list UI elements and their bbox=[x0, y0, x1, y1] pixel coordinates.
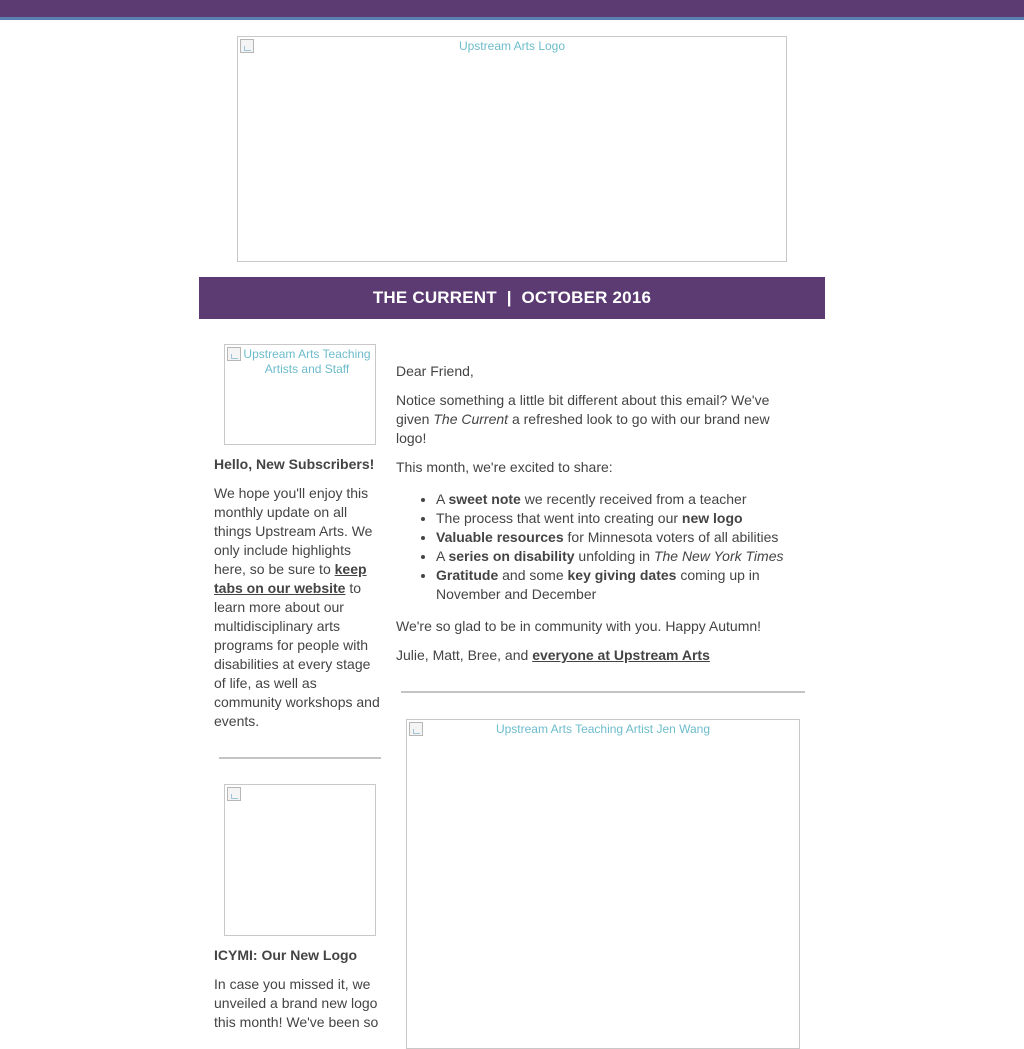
greeting: Dear Friend, bbox=[396, 363, 474, 379]
logo-image[interactable] bbox=[237, 36, 787, 262]
list-item: • Valuable resources for Minnesota voters of all abilities bbox=[436, 528, 796, 547]
highlights-list bbox=[396, 490, 796, 604]
broken-image-icon bbox=[227, 347, 241, 361]
list-item: • A sweet note we recently received from a teacher bbox=[436, 490, 796, 509]
broken-image-icon bbox=[409, 722, 423, 736]
top-accent-line bbox=[0, 17, 1024, 20]
welcome-heading: Hello, New Subscribers! bbox=[214, 456, 375, 472]
icymi-heading: ICYMI: Our New Logo bbox=[214, 947, 358, 963]
intro-text: a refreshed look to go with our brand new logo! bbox=[396, 411, 770, 446]
list-item: • A series on disability unfolding in The New York Times bbox=[436, 547, 796, 566]
sidebar-divider bbox=[219, 757, 381, 759]
banner-title: THE CURRENT | OCTOBER 2016 bbox=[372, 288, 652, 307]
staff-photo-alt-text: Upstream Arts Teaching Artists and Staff bbox=[243, 347, 371, 376]
newsletter-banner bbox=[199, 277, 825, 319]
signoff-text: Julie, Matt, Bree, and bbox=[396, 647, 533, 663]
teaching-artist-photo[interactable] bbox=[406, 719, 800, 1049]
top-bar bbox=[0, 0, 1024, 17]
intro-paragraph bbox=[396, 391, 796, 448]
welcome-text-part: to learn more about our multidisciplinary arts programs for people with disabilities at every stage of life, as well as community workshops and events. bbox=[214, 580, 380, 729]
welcome-text-part: We hope you'll enjoy this monthly update on all things Upstream Arts. We only include highlights here, so be sure to bbox=[214, 485, 373, 577]
main-letter bbox=[396, 362, 796, 675]
website-link[interactable]: keep tabs on our website bbox=[214, 561, 367, 596]
sidebar-welcome-section bbox=[214, 455, 384, 731]
broken-image-icon bbox=[227, 787, 241, 801]
broken-image-icon bbox=[240, 39, 254, 53]
staff-photo[interactable] bbox=[224, 344, 376, 445]
logo-feature-photo[interactable] bbox=[224, 784, 376, 936]
main-divider bbox=[401, 691, 805, 693]
logo-alt-text: Upstream Arts Logo bbox=[458, 39, 566, 53]
sidebar-logo-section bbox=[214, 946, 384, 1032]
welcome-text bbox=[214, 484, 384, 731]
publication-title: The Current bbox=[433, 411, 509, 427]
share-intro: This month, we're excited to share: bbox=[396, 459, 613, 475]
upstream-arts-link[interactable]: everyone at Upstream Arts bbox=[532, 647, 710, 663]
closing-line: We're so glad to be in community with you. Happy Autumn! bbox=[396, 618, 762, 634]
intro-text: Notice something a little bit different about this email? We've given bbox=[396, 392, 770, 427]
list-item: • The process that went into creating our new logo bbox=[436, 509, 796, 528]
teaching-artist-alt-text: Upstream Arts Teaching Artist Jen Wang bbox=[495, 722, 711, 736]
signoff bbox=[396, 646, 796, 665]
list-item: • Gratitude and some key giving dates coming up in November and December bbox=[436, 566, 796, 604]
icymi-text: In case you missed it, we unveiled a brand new logo this month! We've been so bbox=[214, 976, 379, 1030]
